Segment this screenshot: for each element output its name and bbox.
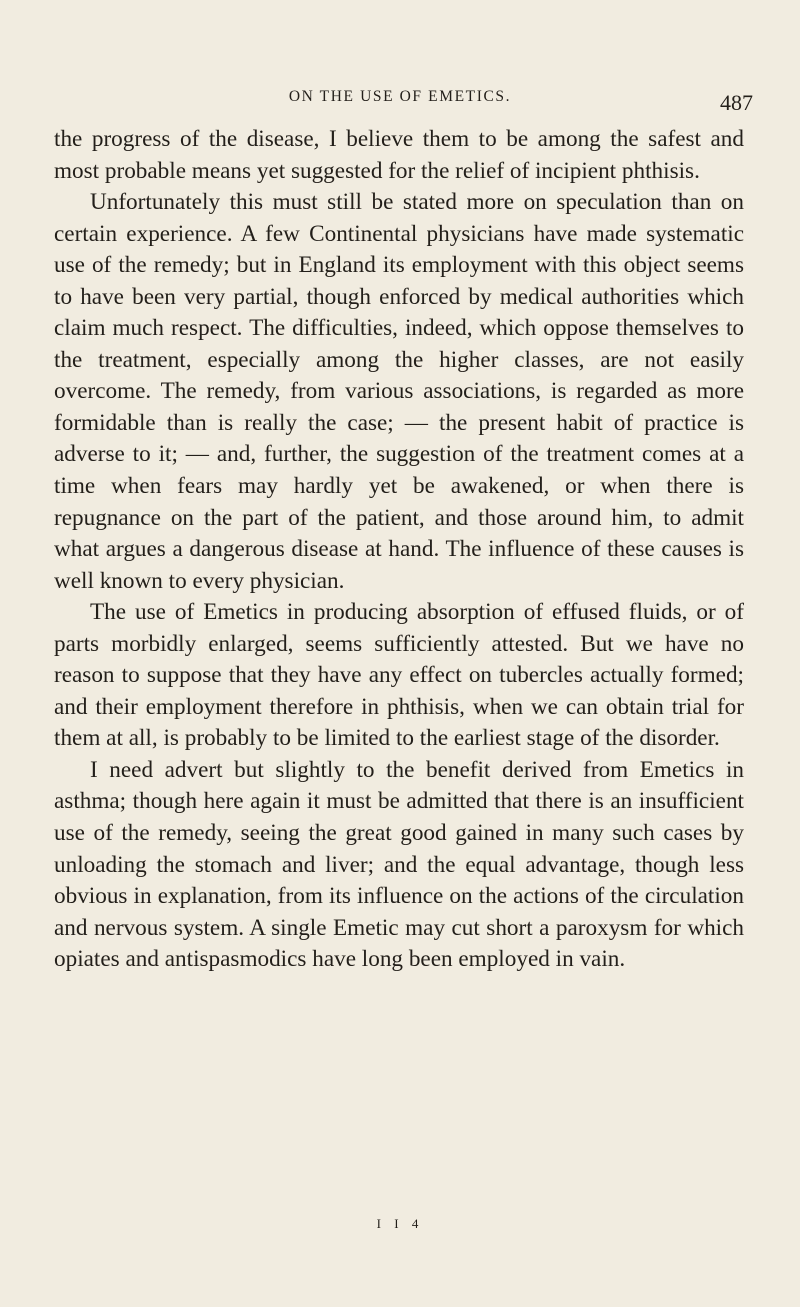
page-number: 487	[720, 90, 753, 115]
paragraph-absorption: The use of Emetics in producing absorption of effused fluids, or of parts morbidly enlarged, seems sufficiently attested. But we have no reason to suppose that they have any effect on tubercles actually formed; and their employment therefore in phthisis, when we can obtain trial for them at all, is probably to be limited to the earliest stage of the disorder.	[54, 599, 744, 752]
running-title: ON THE USE OF EMETICS.	[288, 88, 512, 105]
signature-mark: I I 4	[376, 1216, 424, 1231]
paragraph-asthma: I need advert but slightly to the benefit derived from Emetics in asthma; though here again it must be admitted that there is an insufficient use of the remedy, seeing the great good gained in many such cases by unloading the stomach and liver; and the equal advantage, though less obvious in explanation, from its influence on the actions of the circulation and nervous system. A single Emetic may cut short a paroxysm for which opiates and antispasmodics have long been employed in vain.	[54, 756, 744, 973]
paragraph-speculation: Unfortunately this must still be stated more on speculation than on certain experience. A few Continental physicians have made systematic use of the remedy; but in England its employment with this object seems to have been very partial, though enforced by medical authorities which claim much respect. The difficulties, indeed, which oppose themselves to the treatment, especially among the higher classes, are not easily overcome. The remedy, from various associations, is regarded as more formidable than is really the case; — the present habit of practice is adverse to it; — and, further, the suggestion of the treatment comes at a time when fears may hardly yet be awakened, or when there is repugnance on the part of the patient, and those around him, to admit what argues a dangerous disease at hand. The influence of these causes is well known to every physician.	[54, 189, 744, 594]
paragraph-continued: the progress of the disease, I believe them to be among the safest and most probable means yet suggested for the relief of incipient phthisis.	[54, 126, 744, 184]
body-text	[54, 124, 744, 976]
